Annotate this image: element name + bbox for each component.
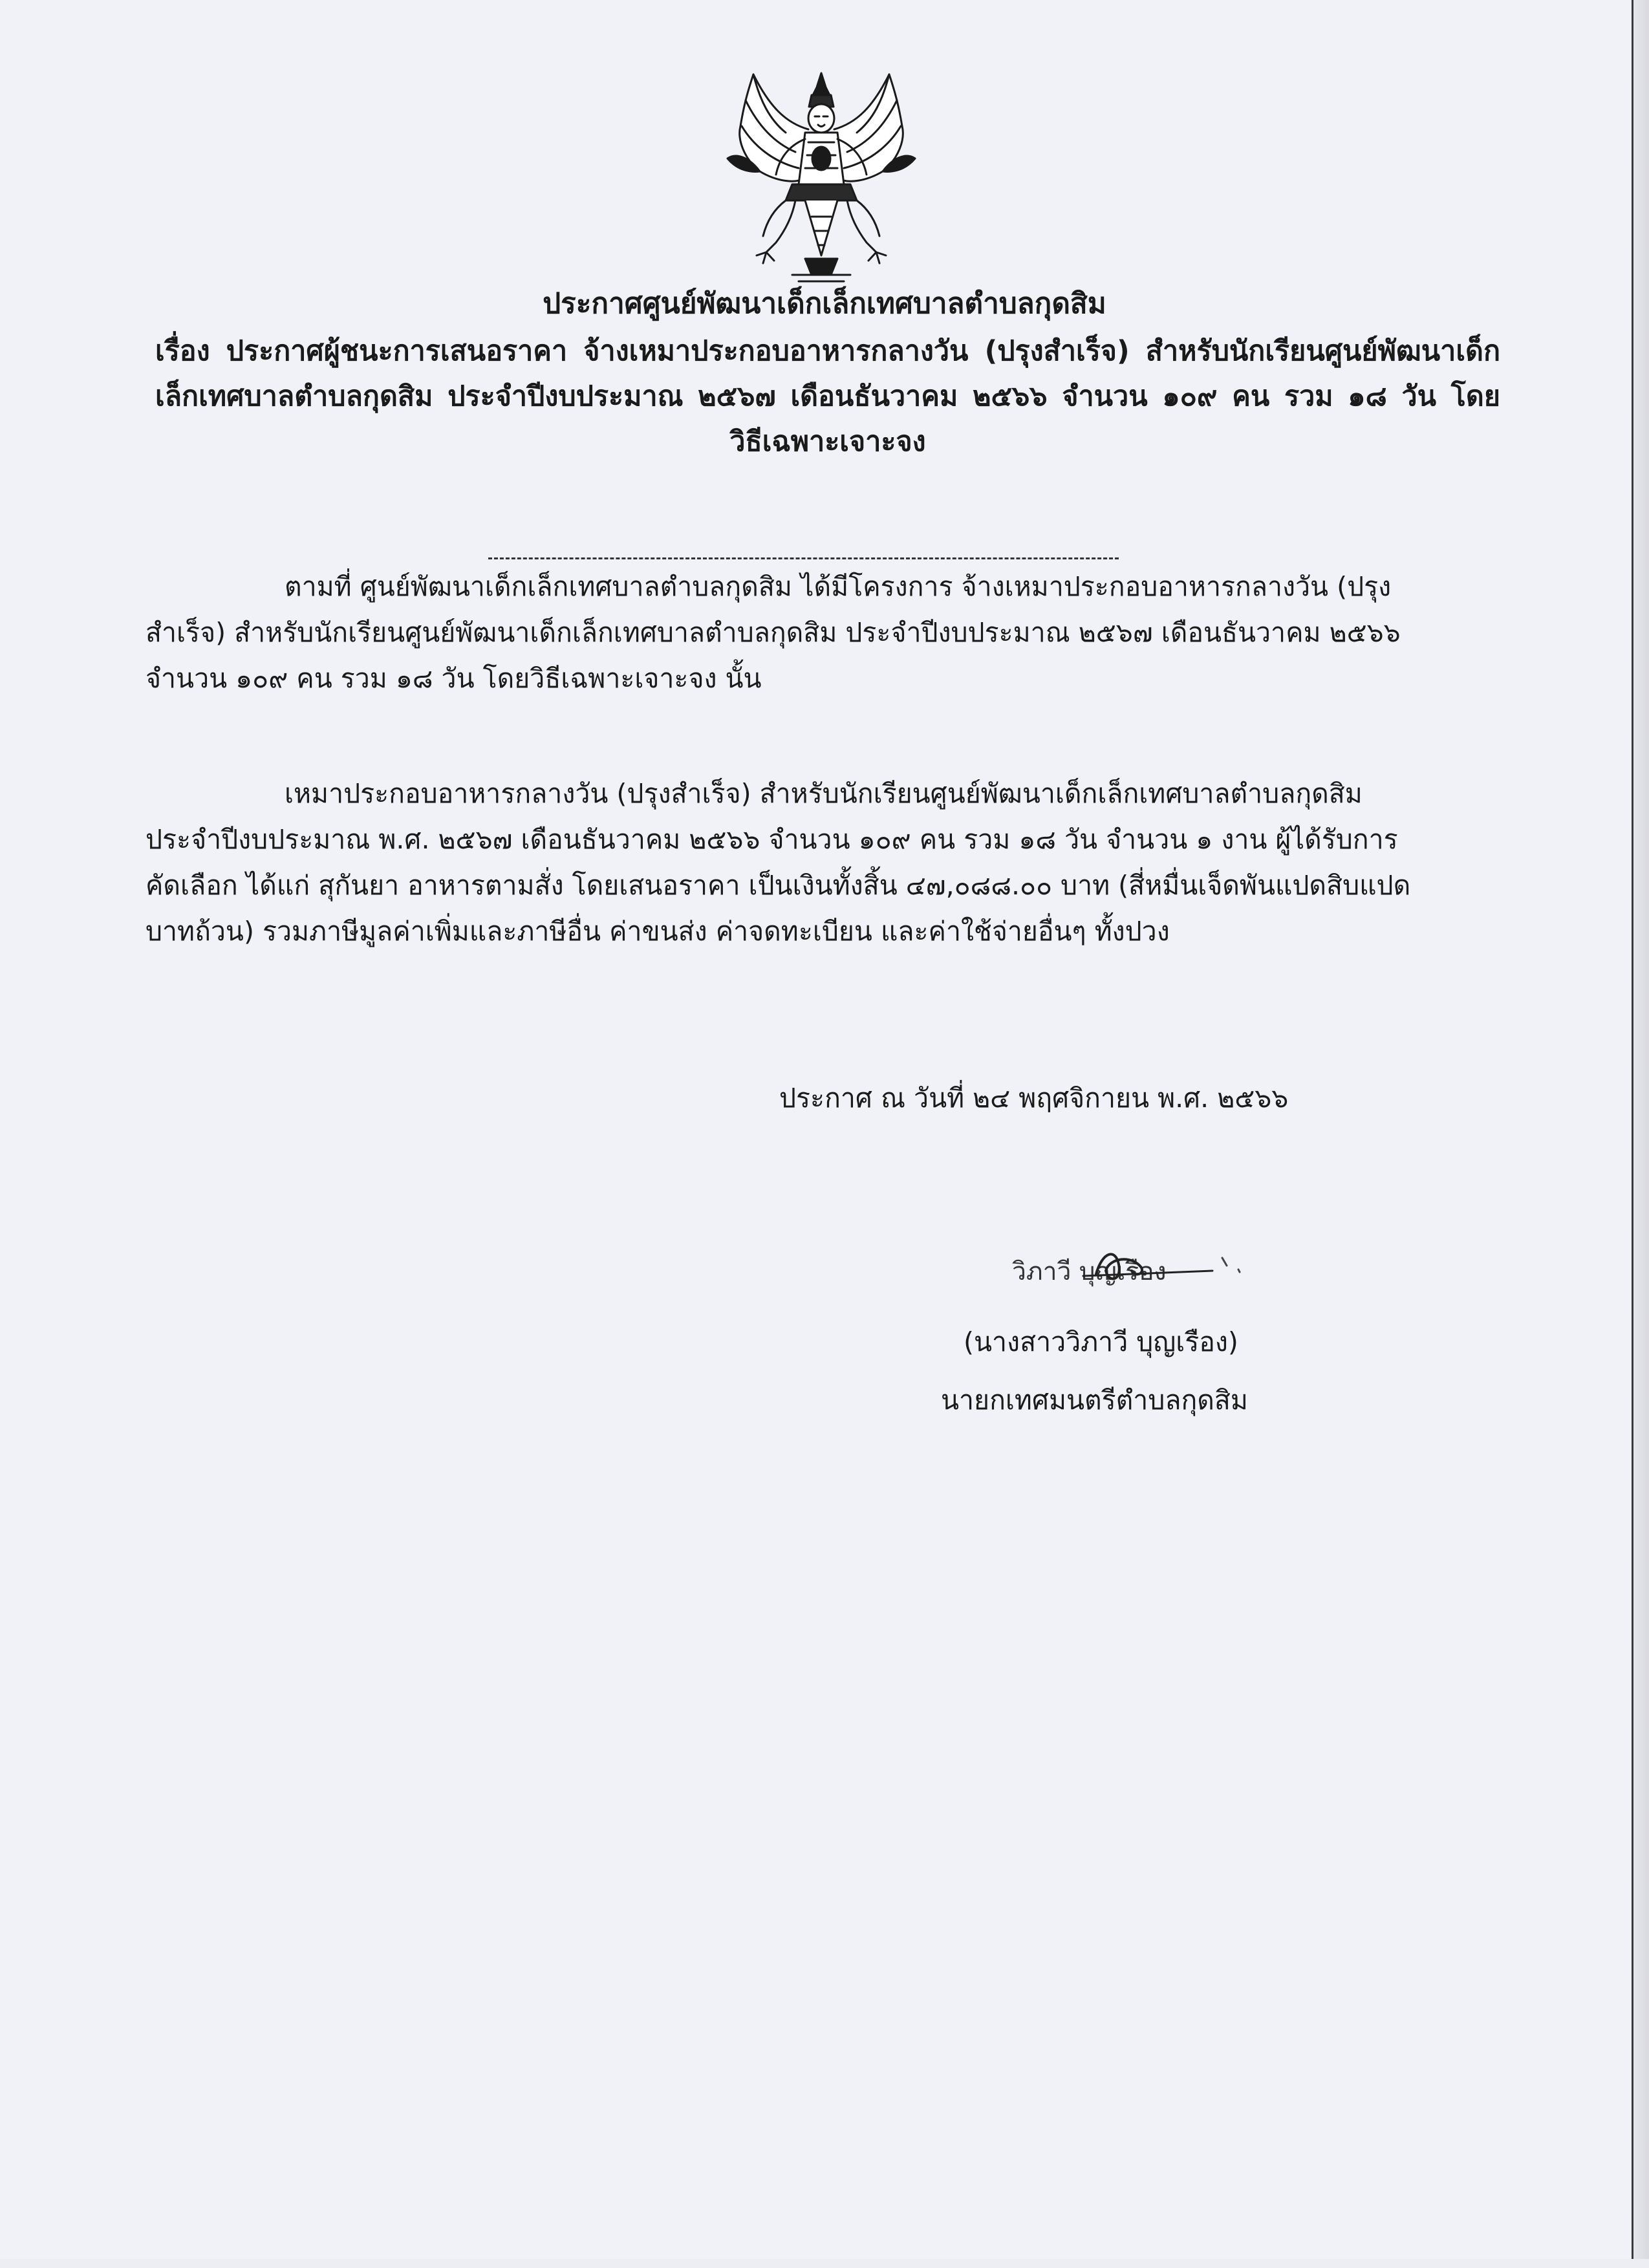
scan-edge-bottom [0, 2259, 1649, 2268]
document-subject [155, 329, 1500, 464]
dashed-separator [488, 557, 1119, 559]
subject-line: วิธีเฉพาะเจาะจง [729, 426, 926, 458]
signature-text: วิภาวี บุญเรือง [1012, 1257, 1167, 1286]
paragraph-line: จำนวน ๑๐๙ คน รวม ๑๘ วัน โดยวิธีเฉพาะเจาะจง นั้น [146, 663, 762, 694]
signer-title: นายกเทศมนตรีตำบลกุดสิม [941, 1385, 1248, 1416]
subject-line: เล็กเทศบาลตำบลกุดสิม ประจำปีงบประมาณ ๒๕๖๗ เดือนธันวาคม ๒๕๖๖ จำนวน ๑๐๙ คน รวม ๑๘ วัน โดย [155, 380, 1500, 413]
paragraph-award [146, 771, 1439, 955]
paragraph-line: ประจำปีงบประมาณ พ.ศ. ๒๕๖๗ เดือนธันวาคม ๒๕๖๖ จำนวน ๑๐๙ คน รวม ๑๘ วัน จำนวน ๑ งาน ผู้ได้รับการ [146, 824, 1398, 855]
handwritten-signature [1012, 1238, 1258, 1297]
subject-line: เรื่อง ประกาศผู้ชนะการเสนอราคา จ้างเหมาประกอบอาหารกลางวัน (ปรุงสำเร็จ) สำหรับนักเรียนศูนย์พัฒนาเด็ก [155, 335, 1500, 367]
paragraph-line: เหมาประกอบอาหารกลางวัน (ปรุงสำเร็จ) สำหรับนักเรียนศูนย์พัฒนาเด็กเล็กเทศบาลตำบลกุดสิม [285, 778, 1363, 809]
paragraph-background [146, 564, 1439, 702]
paragraph-line: สำเร็จ) สำหรับนักเรียนศูนย์พัฒนาเด็กเล็กเทศบาลตำบลกุดสิม ประจำปีงบประมาณ ๒๕๖๗ เดือนธันวาคม ๒๕๖๖ [146, 617, 1401, 648]
paragraph-line: คัดเลือก ได้แก่ สุกันยา อาหารตามสั่ง โดยเสนอราคา เป็นเงินทั้งสิ้น ๔๗,๐๘๘.๐๐ บาท (สี่หมื่นเจ็ดพันแปดสิบแปด [146, 870, 1411, 901]
paragraph-line: ตามที่ ศูนย์พัฒนาเด็กเล็กเทศบาลตำบลกุดสิม ได้มีโครงการ จ้างเหมาประกอบอาหารกลางวัน (ปรุง [285, 571, 1392, 602]
scan-edge-line [1632, 0, 1633, 2268]
scan-edge-right [1632, 0, 1649, 2268]
document-title: ประกาศศูนย์พัฒนาเด็กเล็กเทศบาลตำบลกุดสิม [543, 287, 1106, 320]
signer-name: (นางสาววิภาวี บุญเรือง) [964, 1326, 1238, 1357]
paragraph-line: บาทถ้วน) รวมภาษีมูลค่าเพิ่มและภาษีอื่น ค่าขนส่ง ค่าจดทะเบียน และค่าใช้จ่ายอื่นๆ ทั้งปวง [146, 916, 1170, 947]
announce-date: ประกาศ ณ วันที่ ๒๔ พฤศจิกายน พ.ศ. ๒๕๖๖ [779, 1083, 1289, 1114]
garuda-emblem-icon [715, 61, 928, 291]
